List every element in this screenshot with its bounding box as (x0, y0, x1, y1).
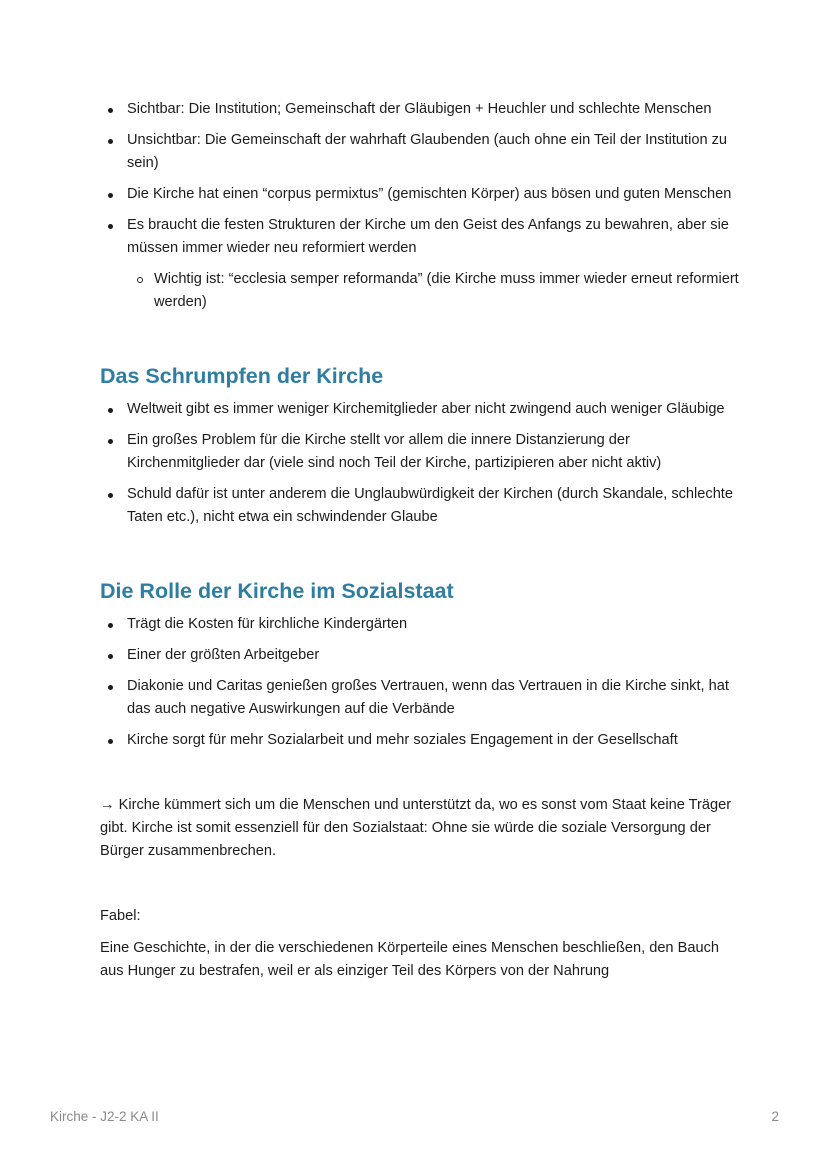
section-list-schrumpfen (100, 398, 740, 529)
list-item-text: Weltweit gibt es immer weniger Kirchemitglieder aber nicht zwingend auch weniger Gläubige (127, 401, 725, 417)
list-item (100, 98, 740, 121)
list-item-text: Kirche sorgt für mehr Sozialarbeit und mehr soziales Engagement in der Gesellschaft (127, 732, 678, 748)
list-item (100, 675, 740, 721)
list-item (100, 214, 740, 314)
fabel-label: Fabel: (100, 908, 141, 924)
conclusion-paragraph: → Kirche kümmert sich um die Menschen und unterstützt da, wo es sonst vom Staat keine Träger gibt. Kirche ist somit essenziell für den Sozialstaat: Ohne sie würde die soziale Versorgung der Bürger zusammenbrechen. (100, 797, 732, 859)
list-item-text: Diakonie und Caritas genießen großes Vertrauen, wenn das Vertrauen in die Kirche sinkt, hat das auch negative Auswirkungen auf die Verbände (127, 678, 729, 717)
footer-title: Kirche - J2-2 KA II (50, 1109, 159, 1124)
list-item-text: Es braucht die festen Strukturen der Kirche um den Geist des Anfangs zu bewahren, aber sie müssen immer wieder neu reformiert werden (127, 217, 729, 256)
intro-list (100, 98, 740, 314)
sublist-item-text: Wichtig ist: “ecclesia semper reformanda” (die Kirche muss immer wieder erneut reformiert werden) (154, 271, 739, 310)
list-item (100, 398, 740, 421)
list-item-text: Trägt die Kosten für kirchliche Kindergärten (127, 616, 408, 632)
list-item (100, 183, 740, 206)
list-item-text: Sichtbar: Die Institution; Gemeinschaft der Gläubigen + Heuchler und schlechte Menschen (127, 101, 712, 117)
fabel-paragraph: Eine Geschichte, in der die verschiedenen Körperteile eines Menschen beschließen, den Bauch aus Hunger zu bestrafen, weil er als einziger Teil des Körpers von der Nahrung (100, 940, 719, 979)
page-number: 2 (771, 1109, 779, 1124)
section-heading-sozialstaat: Die Rolle der Kirche im Sozialstaat (100, 579, 454, 603)
list-item (100, 483, 740, 529)
list-item (100, 613, 740, 636)
list-item (100, 729, 740, 752)
section-heading-schrumpfen: Das Schrumpfen der Kirche (100, 364, 384, 388)
sublist-item (127, 268, 740, 314)
list-item (100, 644, 740, 667)
list-item (100, 429, 740, 475)
list-item-text: Einer der größten Arbeitgeber (127, 647, 320, 663)
list-item (100, 129, 740, 175)
list-item-text: Die Kirche hat einen “corpus permixtus” (gemischten Körper) aus bösen und guten Menschen (127, 186, 732, 202)
list-item-text: Schuld dafür ist unter anderem die Unglaubwürdigkeit der Kirchen (durch Skandale, schlechte Taten etc.), nicht etwa ein schwindender Glaube (127, 486, 733, 525)
section-list-sozialstaat (100, 613, 740, 752)
list-item-text: Ein großes Problem für die Kirche stellt vor allem die innere Distanzierung der Kirchenmitglieder dar (viele sind noch Teil der Kirche, partizipieren aber nicht aktiv) (127, 432, 662, 471)
list-item-text: Unsichtbar: Die Gemeinschaft der wahrhaft Glaubenden (auch ohne ein Teil der Institution zu sein) (127, 132, 728, 171)
intro-sublist (127, 268, 740, 314)
document-body (100, 98, 740, 983)
